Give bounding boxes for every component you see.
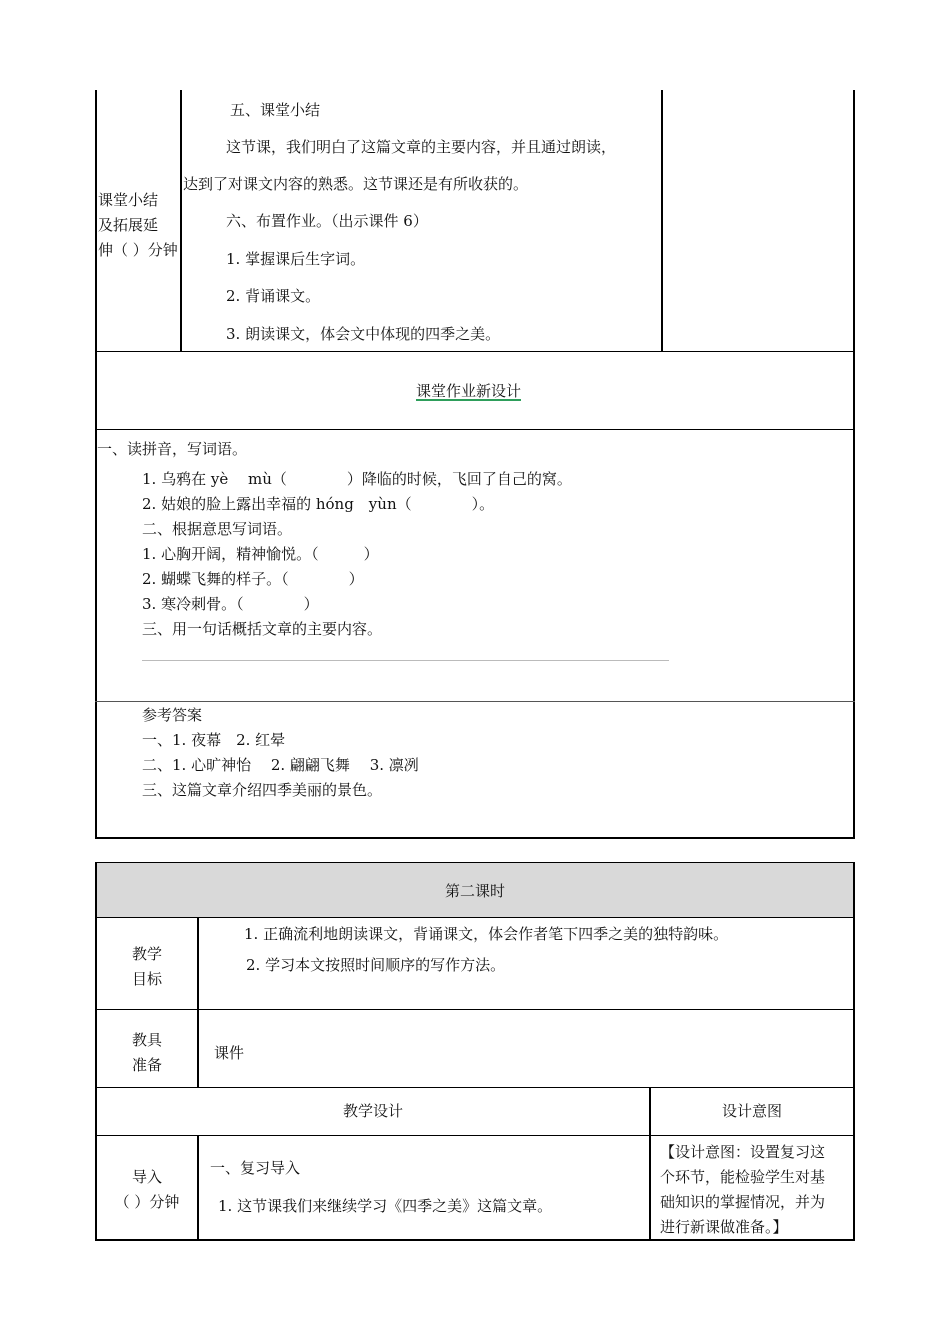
table-border: [661, 90, 663, 352]
label-line: 及拓展延: [98, 216, 159, 234]
label-line: （ ）分钟: [114, 1193, 180, 1211]
summary-label: [98, 188, 178, 263]
summary-line: 1. 掌握课后生字词。: [226, 250, 366, 268]
table-border: [95, 351, 855, 352]
intent-line: 【设计意图：设置复习这: [660, 1143, 826, 1161]
table-border: [95, 90, 97, 839]
intent-line: 进行新课做准备。】: [660, 1218, 788, 1236]
table-border: [95, 701, 855, 702]
table-border: [853, 90, 855, 839]
answer-line: 三、这篇文章介绍四季美丽的景色。: [142, 781, 383, 799]
table-border: [95, 1135, 855, 1136]
prep-value: 课件: [214, 1044, 245, 1062]
design-header: 教学设计: [342, 1102, 403, 1120]
label-line: 课堂小结: [98, 191, 159, 209]
summary-line: 五、课堂小结: [230, 101, 321, 119]
intro-line: 一、复习导入: [210, 1159, 301, 1177]
homework-line: 一、读拼音，写词语。: [97, 440, 248, 458]
summary-line: 达到了对课文内容的熟悉。这节课还是有所收获的。: [183, 175, 529, 193]
answer-blank-line: [142, 660, 669, 661]
table-border: [95, 917, 855, 918]
intro-label: [97, 1165, 197, 1215]
homework-line: 2. 蝴蝶飞舞的样子。（ ）: [142, 570, 364, 588]
intro-line: 1. 这节课我们来继续学习《四季之美》这篇文章。: [218, 1197, 553, 1215]
summary-line: 六、布置作业。（出示课件 6）: [226, 212, 428, 230]
summary-line: 3. 朗读课文，体会文中体现的四季之美。: [226, 325, 501, 343]
homework-line: 3. 寒冷刺骨。（ ）: [142, 595, 319, 613]
table-border: [197, 918, 199, 1088]
goal-label: [97, 942, 197, 992]
homework-line: 三、用一句话概括文章的主要内容。: [142, 620, 383, 638]
prep-label: [97, 1028, 197, 1078]
table-border: [95, 429, 855, 430]
intent-text: [660, 1140, 825, 1240]
table-border: [95, 1087, 855, 1088]
answer-line: 一、1. 夜幕 2. 红晕: [142, 731, 286, 749]
summary-line: 2. 背诵课文。: [226, 287, 321, 305]
label-line: 准备: [131, 1056, 162, 1074]
summary-line: 这节课，我们明白了这篇文章的主要内容，并且通过朗读，: [226, 138, 617, 156]
label-line: 伸（ ）分钟: [98, 241, 178, 259]
table-border: [95, 837, 855, 839]
table-border: [197, 1136, 199, 1240]
intent-line: 础知识的掌握情况，并为: [660, 1193, 826, 1211]
answer-line: 参考答案: [142, 706, 203, 724]
table-border: [853, 862, 855, 1241]
homework-line: 1. 心胸开阔，精神愉悦。（ ）: [142, 545, 379, 563]
homework-line: 二、根据意思写词语。: [142, 520, 293, 538]
table-border: [95, 1009, 855, 1010]
label-line: 教学: [131, 945, 162, 963]
goal-line: 2. 学习本文按照时间顺序的写作方法。: [246, 956, 506, 974]
lesson-title: 第二课时: [444, 882, 505, 900]
homework-title: 课堂作业新设计: [416, 382, 522, 400]
label-line: 导入: [131, 1168, 162, 1186]
table-border: [180, 90, 182, 352]
goal-line: 1. 正确流利地朗读课文，背诵课文，体会作者笔下四季之美的独特韵味。: [244, 925, 729, 943]
intent-header: 设计意图: [721, 1102, 782, 1120]
label-line: 目标: [131, 970, 162, 988]
answer-line: 二、1. 心旷神怡 2. 翩翩飞舞 3. 凛冽: [142, 756, 419, 774]
label-line: 教具: [131, 1031, 162, 1049]
table-border: [95, 862, 855, 863]
intent-line: 个环节，能检验学生对基: [660, 1168, 826, 1186]
homework-line: 1. 乌鸦在 yè mù（ ）降临的时候，飞回了自己的窝。: [142, 470, 572, 488]
homework-line: 2. 姑娘的脸上露出幸福的 hóng yùn（ ）。: [142, 495, 495, 513]
